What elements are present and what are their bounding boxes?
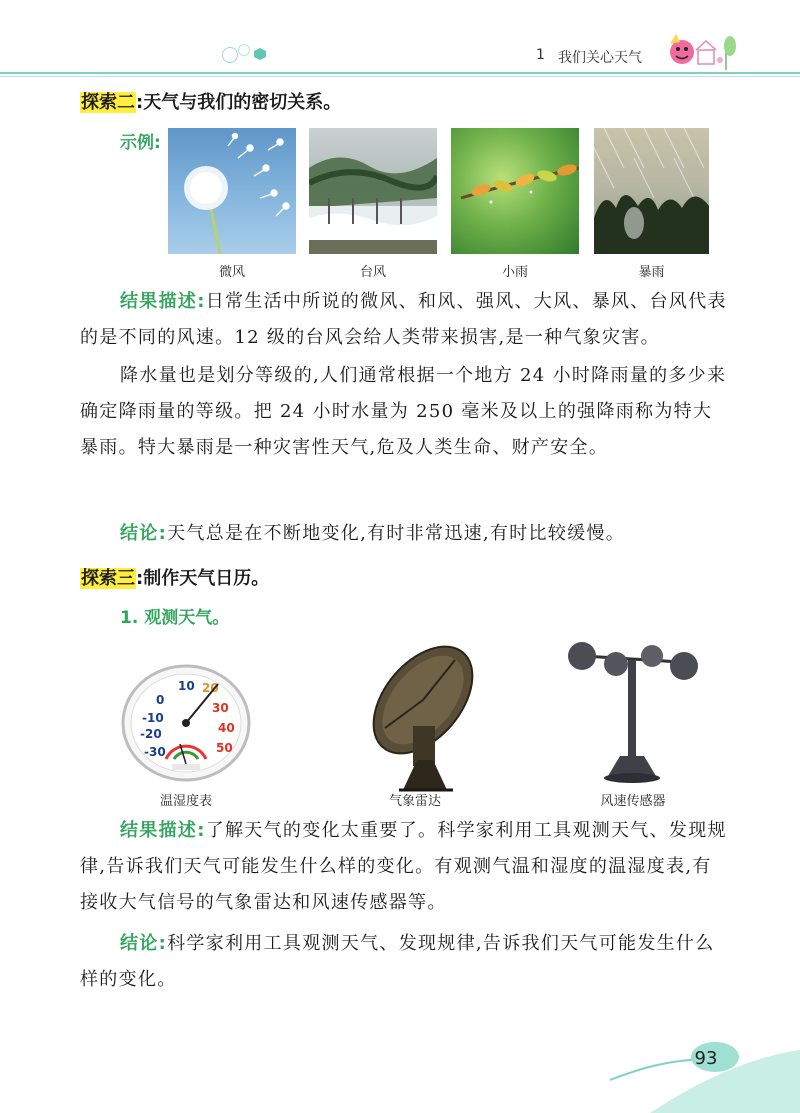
photo-rainstorm <box>594 128 709 254</box>
weather-radar-image <box>355 640 475 792</box>
thermo-hygrometer-image <box>120 664 252 782</box>
dial-label: 40 <box>218 721 235 735</box>
result-text: 日常生活中所说的微风、和风、强风、大风、暴风、台风代表的是不同的风速。12 级的台风会给人类带来损害,是一种气象灾害。 <box>80 291 727 348</box>
result-text: 了解天气的变化太重要了。科学家利用工具观测天气、发现规律,告诉我们天气可能发生什么样的变化。有观测气温和湿度的温湿度表,有接收大气信号的气象雷达和风速传感器等。 <box>80 820 727 913</box>
caption-thermo-hygrometer: 温湿度表 <box>159 794 212 809</box>
section3-heading <box>80 564 269 590</box>
header-rule-secondary <box>0 76 800 77</box>
caption-typhoon: 台风 <box>359 265 386 280</box>
chapter-title: 我们关心天气 <box>558 50 642 66</box>
rain-paragraph: 降水量也是划分等级的,人们通常根据一个地方 24 小时降雨量的多少来确定降雨量的等级。把 24 小时水量为 250 毫米及以上的强降雨称为特大暴雨。特大暴雨是一种灾害性天气,危及人类生命、财产安全。 <box>80 365 727 458</box>
photo-typhoon <box>309 128 437 254</box>
dial-label: 20 <box>202 681 219 695</box>
conclusion-text: 科学家利用工具观测天气、发现规律,告诉我们天气可能发生什么样的变化。 <box>80 933 715 990</box>
caption-breeze: 微风 <box>218 265 245 280</box>
caption-light-rain: 小雨 <box>501 265 528 280</box>
decor-bubble <box>238 44 250 56</box>
result-label: 结果描述: <box>120 820 206 841</box>
section2-heading <box>80 88 341 114</box>
section2-result-paragraph <box>80 284 730 356</box>
dial-label: 30 <box>212 701 229 715</box>
section2-conclusion-paragraph <box>80 516 730 552</box>
dial-label: 50 <box>216 741 233 755</box>
section2-label: 探索二 <box>81 92 135 113</box>
dial-label: 0 <box>156 693 165 707</box>
dial-label: -30 <box>144 745 166 759</box>
wind-sensor-image <box>560 638 706 788</box>
dial-label: -20 <box>140 727 162 741</box>
caption-wind-sensor: 风速传感器 <box>600 794 666 809</box>
decor-hexagon <box>254 48 266 60</box>
conclusion-label: 结论: <box>120 523 168 544</box>
decor-bubble <box>222 47 238 63</box>
chapter-number: 1 <box>536 47 545 63</box>
caption-weather-radar: 气象雷达 <box>388 794 441 809</box>
result-label: 结果描述: <box>120 291 206 312</box>
section3-label: 探索三 <box>81 568 135 589</box>
section3-title: :制作天气日历。 <box>136 568 270 589</box>
caption-rainstorm: 暴雨 <box>638 265 665 280</box>
section2-title: :天气与我们的密切关系。 <box>136 92 342 113</box>
photo-dandelion <box>168 128 296 254</box>
dial-label: -10 <box>142 711 164 725</box>
dial-label: 10 <box>178 679 195 693</box>
step1-label: 1. 观测天气。 <box>120 608 230 628</box>
example-label: 示例: <box>120 133 161 153</box>
section3-conclusion-paragraph <box>80 926 730 998</box>
section3-result-paragraph <box>80 813 730 921</box>
page-number: 93 <box>694 1048 718 1069</box>
conclusion-text: 天气总是在不断地变化,有时非常迅速,有时比较缓慢。 <box>167 523 626 544</box>
conclusion-label: 结论: <box>120 933 168 954</box>
header-decoration-icon <box>664 30 744 74</box>
photo-light-rain <box>451 128 579 254</box>
